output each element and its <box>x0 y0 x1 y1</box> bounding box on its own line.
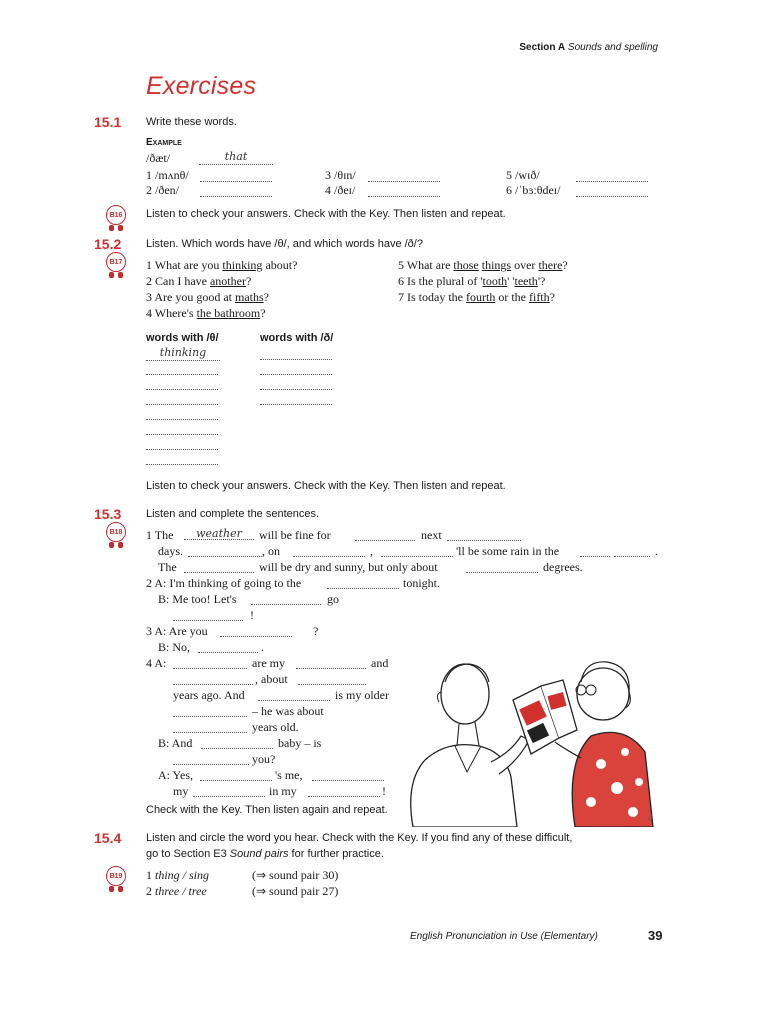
audio-track-icon[interactable] <box>106 866 128 892</box>
cloze-blank[interactable] <box>198 641 258 653</box>
cloze-text: days. <box>158 544 183 558</box>
cloze-text: – he was about <box>252 704 324 718</box>
page-number: 39 <box>648 928 663 943</box>
cloze-text: baby – is <box>278 736 322 750</box>
cloze-text: years old. <box>252 720 299 734</box>
example-phonetic: /ðæt/ <box>146 151 171 165</box>
cloze-text: 3 A: Are you <box>146 624 208 638</box>
sound-pair-ref-2[interactable]: (⇒ sound pair 27) <box>252 884 339 898</box>
cloze-blank[interactable] <box>355 529 415 541</box>
cloze-line: 1 The <box>146 528 174 542</box>
word-pair-2[interactable]: 2 three / tree <box>146 884 207 898</box>
cloze-blank[interactable] <box>251 593 321 605</box>
theta-answer-first: thinking <box>159 346 207 359</box>
cloze-blank[interactable] <box>193 785 265 797</box>
exercise-instruction: Write these words. <box>146 116 237 128</box>
sentence-1: 1 What are you thinking about? <box>146 258 298 272</box>
cloze-text: B: No, <box>158 640 191 654</box>
word-item: 5 /wɪð/ <box>506 168 540 182</box>
cloze-text: , about <box>255 672 288 686</box>
sentence-2: 2 Can I have another? <box>146 274 252 288</box>
cloze-text: 's me, <box>275 768 303 782</box>
cloze-blank[interactable] <box>188 545 262 557</box>
audio-track-icon[interactable] <box>106 205 128 231</box>
cloze-text: A: Yes, <box>158 768 194 782</box>
eth-answer-line[interactable] <box>260 404 332 405</box>
cloze-blank[interactable] <box>184 561 254 573</box>
cloze-blank[interactable] <box>327 577 399 589</box>
exercise-instruction: Listen and complete the sentences. <box>146 508 320 520</box>
answer-line[interactable] <box>368 185 440 197</box>
cloze-text: is my older <box>335 688 389 702</box>
cloze-blank[interactable] <box>298 673 366 685</box>
cloze-text: degrees. <box>543 560 583 574</box>
cloze-blank[interactable] <box>580 545 610 557</box>
section-label: Section A <box>519 42 566 53</box>
example-answer-line <box>199 150 273 165</box>
theta-answer-line[interactable] <box>146 419 218 420</box>
sentence-7: 7 Is today the fourth or the fifth? <box>398 290 555 304</box>
cloze-blank[interactable] <box>381 545 453 557</box>
cloze-blank[interactable] <box>466 561 538 573</box>
cloze-blank[interactable] <box>312 769 384 781</box>
theta-answer-line[interactable] <box>146 404 218 405</box>
cloze-blank[interactable] <box>173 609 243 621</box>
cloze-text: , on <box>262 544 280 558</box>
exercise-instruction: Listen and circle the word you hear. Check with the Key. If you find any of these difficult, <box>146 832 573 844</box>
cloze-text: tonight. <box>403 576 441 590</box>
answer-line[interactable] <box>200 185 272 197</box>
audio-track-label: B18 <box>106 522 126 542</box>
exercise-instruction: Listen. Which words have /θ/, and which words have /ð/? <box>146 238 423 250</box>
cloze-blank[interactable] <box>173 705 247 717</box>
cloze-blank[interactable] <box>173 753 249 765</box>
audio-track-label: B19 <box>106 866 126 886</box>
answer-line[interactable] <box>576 170 648 182</box>
cloze-text: , <box>370 544 373 558</box>
example-label: Example <box>146 137 182 148</box>
cloze-text: B: And <box>158 736 193 750</box>
word-item: 3 /θɪn/ <box>325 168 356 182</box>
check-instruction: Listen to check your answers. Check with the Key. Then listen and repeat. <box>146 208 506 220</box>
word-pair-1[interactable]: 1 thing / sing <box>146 868 210 882</box>
cloze-answer-example: weather <box>196 527 242 540</box>
exercise-number-15-1: 15.1 <box>94 114 122 130</box>
exercise-instruction-cont: go to Section E3 Sound pairs for further practice. <box>146 848 384 860</box>
sentence-6: 6 Is the plural of 'tooth' 'teeth'? <box>398 274 546 288</box>
cloze-text: ? <box>313 624 319 638</box>
audio-track-label: B17 <box>106 252 126 272</box>
cloze-blank[interactable] <box>184 527 254 540</box>
word-item: 2 /ðen/ <box>146 183 179 197</box>
cloze-text: 2 A: I'm thinking of going to the <box>146 576 302 590</box>
cloze-text: 4 A: <box>146 656 167 670</box>
cloze-text: ! <box>250 608 254 622</box>
theta-answer-line[interactable] <box>146 346 220 361</box>
word-item: 1 /mʌnθ/ <box>146 168 189 182</box>
cloze-text: B: Me too! Let's <box>158 592 237 606</box>
cloze-blank[interactable] <box>293 545 365 557</box>
answer-line[interactable] <box>368 170 440 182</box>
audio-track-icon[interactable] <box>106 522 128 548</box>
cloze-blank[interactable] <box>173 721 247 733</box>
cloze-text: and <box>371 656 389 670</box>
answer-line[interactable] <box>200 170 272 182</box>
sound-pair-ref-1[interactable]: (⇒ sound pair 30) <box>252 868 339 882</box>
cloze-text: are my <box>252 656 285 670</box>
check-instruction: Listen to check your answers. Check with the Key. Then listen and repeat. <box>146 480 506 492</box>
theta-answer-line[interactable] <box>146 389 218 390</box>
cloze-text: ! <box>382 784 386 798</box>
theta-answer-line[interactable] <box>146 464 218 465</box>
cloze-blank[interactable] <box>173 673 253 685</box>
cloze-blank[interactable] <box>200 769 272 781</box>
cloze-text: The <box>158 560 177 574</box>
column-header-theta: words with /θ/ <box>146 332 219 344</box>
cloze-text: will be dry and sunny, but only about <box>259 560 438 574</box>
example-answer: that <box>224 150 248 163</box>
cloze-blank[interactable] <box>220 625 292 637</box>
example-row <box>146 151 170 166</box>
cloze-text: will be fine for <box>259 528 331 542</box>
check-instruction: Check with the Key. Then listen again and repeat. <box>146 804 388 816</box>
book-title: English Pronunciation in Use (Elementary) <box>410 931 598 942</box>
exercise-number-15-2: 15.2 <box>94 236 122 252</box>
illustration-number: 4 <box>648 813 654 823</box>
theta-answer-line[interactable] <box>146 434 218 435</box>
eth-answer-line[interactable] <box>260 389 332 390</box>
cloze-text: years ago. And <box>173 688 245 702</box>
cloze-text: 'll be some rain in the <box>456 544 560 558</box>
cloze-blank[interactable] <box>614 545 650 557</box>
theta-answer-line[interactable] <box>146 374 218 375</box>
theta-answer-line[interactable] <box>146 449 218 450</box>
cloze-text: in my <box>269 784 297 798</box>
section-subtitle: Sounds and spelling <box>567 42 658 53</box>
cloze-text: go <box>327 592 339 606</box>
audio-track-label: B16 <box>106 205 126 225</box>
photo-album-illustration <box>395 642 655 827</box>
running-header <box>519 42 658 53</box>
column-header-eth: words with /ð/ <box>260 332 334 344</box>
cloze-text: my <box>173 784 189 798</box>
cloze-blank[interactable] <box>258 689 330 701</box>
sentence-3: 3 Are you good at maths? <box>146 290 269 304</box>
exercise-number-15-4: 15.4 <box>94 830 122 846</box>
eth-answer-line[interactable] <box>260 359 332 360</box>
sentence-4: 4 Where's the bathroom? <box>146 306 266 320</box>
cloze-blank[interactable] <box>308 785 380 797</box>
answer-line[interactable] <box>576 185 648 197</box>
sentence-5: 5 What are those things over there? <box>398 258 568 272</box>
cloze-blank[interactable] <box>296 657 366 669</box>
cloze-blank[interactable] <box>173 657 247 669</box>
word-item: 6 /ˈbɜːθdeɪ/ <box>506 183 561 197</box>
word-item: 4 /ðeɪ/ <box>325 183 356 197</box>
cloze-blank[interactable] <box>201 737 273 749</box>
audio-track-icon[interactable] <box>106 252 128 278</box>
cloze-text: next <box>421 528 442 542</box>
cloze-text: . <box>261 640 264 654</box>
cloze-blank[interactable] <box>447 529 521 541</box>
page-title: Exercises <box>146 72 257 100</box>
cloze-text: you? <box>252 752 276 766</box>
exercise-number-15-3: 15.3 <box>94 506 122 522</box>
cloze-text: . <box>655 544 658 558</box>
eth-answer-line[interactable] <box>260 374 332 375</box>
